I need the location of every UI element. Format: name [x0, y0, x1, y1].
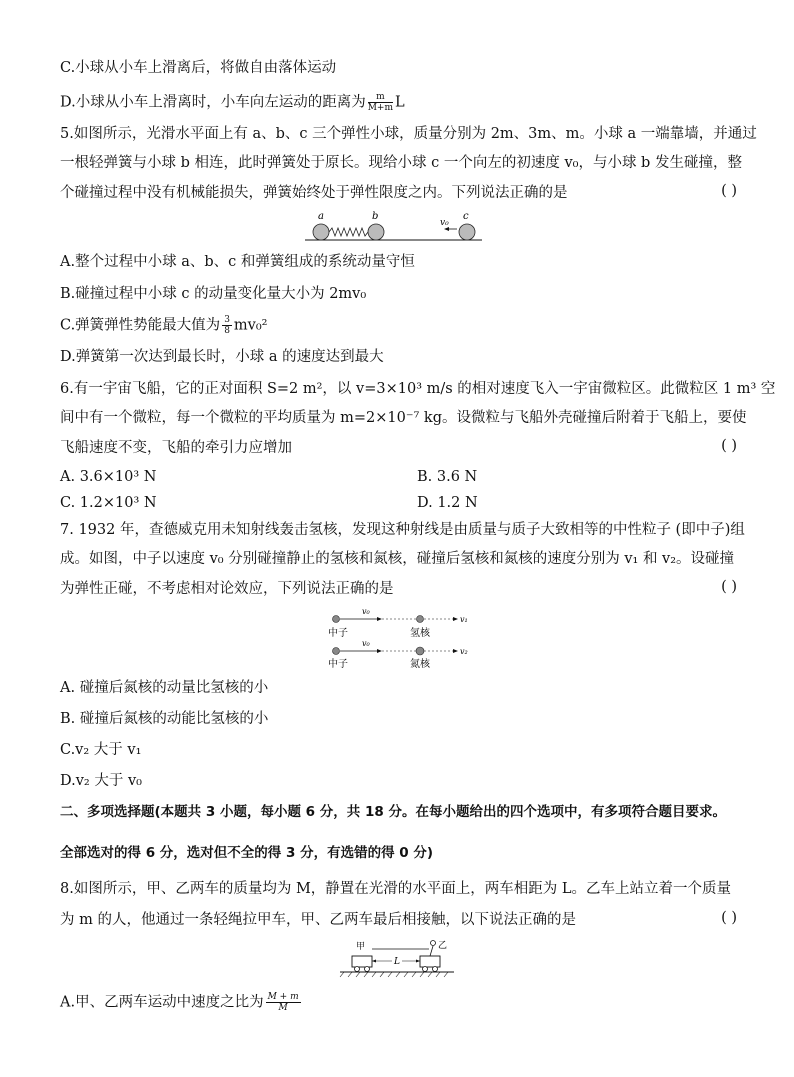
label-jia: 甲	[356, 942, 366, 952]
q5-option-b: B.碰撞过程中小球 c 的动量变化量大小为 2mv₀	[60, 286, 367, 302]
q7-stem-line-3: 为弹性正碰，不考虑相对论效应，下列说法正确的是	[60, 581, 394, 597]
label-v0-1: v₀	[362, 607, 370, 616]
label-hydrogen: 氢核	[410, 628, 430, 639]
cart-jia	[352, 956, 372, 967]
person-body	[430, 946, 433, 956]
q6-option-a: A. 3.6×10³ N	[60, 469, 157, 485]
hydrogen-nucleus	[417, 616, 424, 623]
q6-answer-blank: ( )	[721, 438, 737, 454]
q7-option-d: D.v₂ 大于 v₀	[60, 773, 142, 789]
q5-option-a: A.整个过程中小球 a、b、c 和弹簧组成的系统动量守恒	[60, 254, 415, 270]
q7-option-b: B. 碰撞后氮核的动能比氢核的小	[60, 711, 269, 727]
label-c: c	[463, 211, 469, 222]
q4-option-c: C.小球从小车上滑离后，将做自由落体运动	[60, 60, 337, 76]
v0-arrowhead-2	[377, 649, 382, 653]
q8-stem-line-1: 8.如图所示，甲、乙两车的质量均为 M，静置在光滑的水平面上，两车相距为 L。乙车上站立着一个质量	[60, 881, 732, 897]
q5-option-c-fraction: $\frac{3}{8}$	[224, 315, 230, 336]
q5-option-d: D.弹簧第一次达到最长时，小球 a 的速度达到最大	[60, 349, 384, 365]
q8-answer-blank: ( )	[721, 910, 737, 926]
v0-arrowhead-1	[377, 617, 382, 621]
label-neutron-1: 中子	[328, 628, 348, 639]
label-L: L	[394, 957, 400, 967]
q6-option-b: B. 3.6 N	[417, 469, 478, 485]
q7-option-a: A. 碰撞后氮核的动量比氢核的小	[60, 680, 269, 696]
cart-jia-wheel-left	[355, 967, 360, 972]
q5-stem-line-1: 5.如图所示，光滑水平面上有 a、b、c 三个弹性小球，质量分别为 2m、3m、m。小球 a 一端靠墙，并通过	[60, 126, 757, 142]
v1-arrowhead	[453, 617, 458, 621]
cart-yi-wheel-right	[433, 967, 438, 972]
ground-hatching	[340, 972, 448, 977]
nitrogen-nucleus	[416, 647, 424, 655]
q6-option-d: D. 1.2 N	[417, 495, 478, 511]
label-nitrogen: 氮核	[410, 659, 430, 670]
q4-option-d-fraction: $\frac{m}{M+m}$	[367, 92, 394, 113]
dimension-arrowhead-right	[416, 960, 420, 963]
label-b: b	[372, 211, 379, 222]
ball-a	[313, 224, 329, 240]
ball-c	[459, 224, 475, 240]
q7-figure-neutron-collisions	[320, 604, 480, 674]
q6-option-c: C. 1.2×10³ N	[60, 495, 157, 511]
q8-option-a: A.甲、乙两车运动中速度之比为 $\frac{M + m}{M}$	[60, 992, 299, 1013]
label-neutron-2: 中子	[328, 659, 348, 670]
q7-stem-line-2: 成。如图，中子以速度 v₀ 分别碰撞静止的氢核和氮核，碰撞后氢核和氮核的速度分别为 v₁ 和 v₂。设碰撞	[60, 551, 735, 567]
q7-answer-blank: ( )	[721, 579, 737, 595]
ball-b	[368, 224, 384, 240]
label-v0-2: v₀	[362, 639, 370, 648]
q6-options-row-1	[60, 467, 754, 487]
q6-stem-line-2: 间中有一个微粒，每一个微粒的平均质量为 m=2×10⁻⁷ kg。设微粒与飞船外壳碰撞后附着于飞船上，要使	[60, 410, 747, 426]
q8-stem-line-2: 为 m 的人，他通过一条轻绳拉甲车，甲、乙两车最后相接触，以下说法正确的是	[60, 912, 576, 928]
q4-option-d-text: D.小球从小车上滑离时，小车向左运动的距离为	[60, 94, 366, 111]
q5-answer-blank: ( )	[721, 183, 737, 199]
cart-jia-wheel-right	[365, 967, 370, 972]
q6-options-row-2	[60, 493, 754, 513]
q5-figure-balls-spring	[300, 206, 490, 246]
q4-option-d: D.小球从小车上滑离时，小车向左运动的距离为 $\frac{m}{M+m}$ L	[60, 92, 405, 113]
q8-figure-two-carts	[338, 934, 458, 980]
q5-stem-line-3: 个碰撞过程中没有机械能损失，弹簧始终处于弹性限度之内。下列说法正确的是	[60, 185, 568, 201]
q7-stem-line-1: 7. 1932 年，查德威克用未知射线轰击氢核，发现这种射线是由质量与质子大致相等的中性粒子 (即中子)组	[60, 522, 745, 538]
label-a: a	[318, 211, 324, 222]
cart-yi	[420, 956, 440, 967]
q6-stem-line-1: 6.有一宇宙飞船，它的正对面积 S=2 m²，以 v=3×10³ m/s 的相对速度飞入一宇宙微粒区。此微粒区 1 m³ 空	[60, 381, 776, 397]
label-yi: 乙	[438, 941, 448, 951]
neutron-1	[333, 616, 340, 623]
v2-arrowhead	[453, 649, 458, 653]
q7-option-c: C.v₂ 大于 v₁	[60, 742, 142, 758]
label-v1: v₁	[460, 615, 468, 624]
label-v0: v₀	[440, 218, 449, 228]
cart-yi-wheel-left	[423, 967, 428, 972]
q6-stem-line-3: 飞船速度不变，飞船的牵引力应增加	[60, 440, 292, 456]
neutron-2	[333, 648, 340, 655]
person-head	[431, 941, 436, 946]
q5-option-c: C.弹簧弹性势能最大值为 $\frac{3}{8}$ mv₀²	[60, 315, 268, 336]
dimension-arrowhead-left	[372, 960, 376, 963]
spring	[329, 228, 368, 236]
label-v2: v₂	[460, 647, 468, 656]
q8-option-a-fraction: $\frac{M + m}{M}$	[267, 992, 299, 1013]
section-2-heading-line-2: 全部选对的得 6 分，选对但不全的得 3 分，有选错的得 0 分)	[60, 845, 434, 861]
section-2-heading-line-1: 二、多项选择题(本题共 3 小题，每小题 6 分，共 18 分。在每小题给出的四个选项中，有多项符合题目要求。	[60, 804, 726, 820]
q5-stem-line-2: 一根轻弹簧与小球 b 相连，此时弹簧处于原长。现给小球 c 一个向左的初速度 v₀，与小球 b 发生碰撞，整	[60, 155, 742, 171]
